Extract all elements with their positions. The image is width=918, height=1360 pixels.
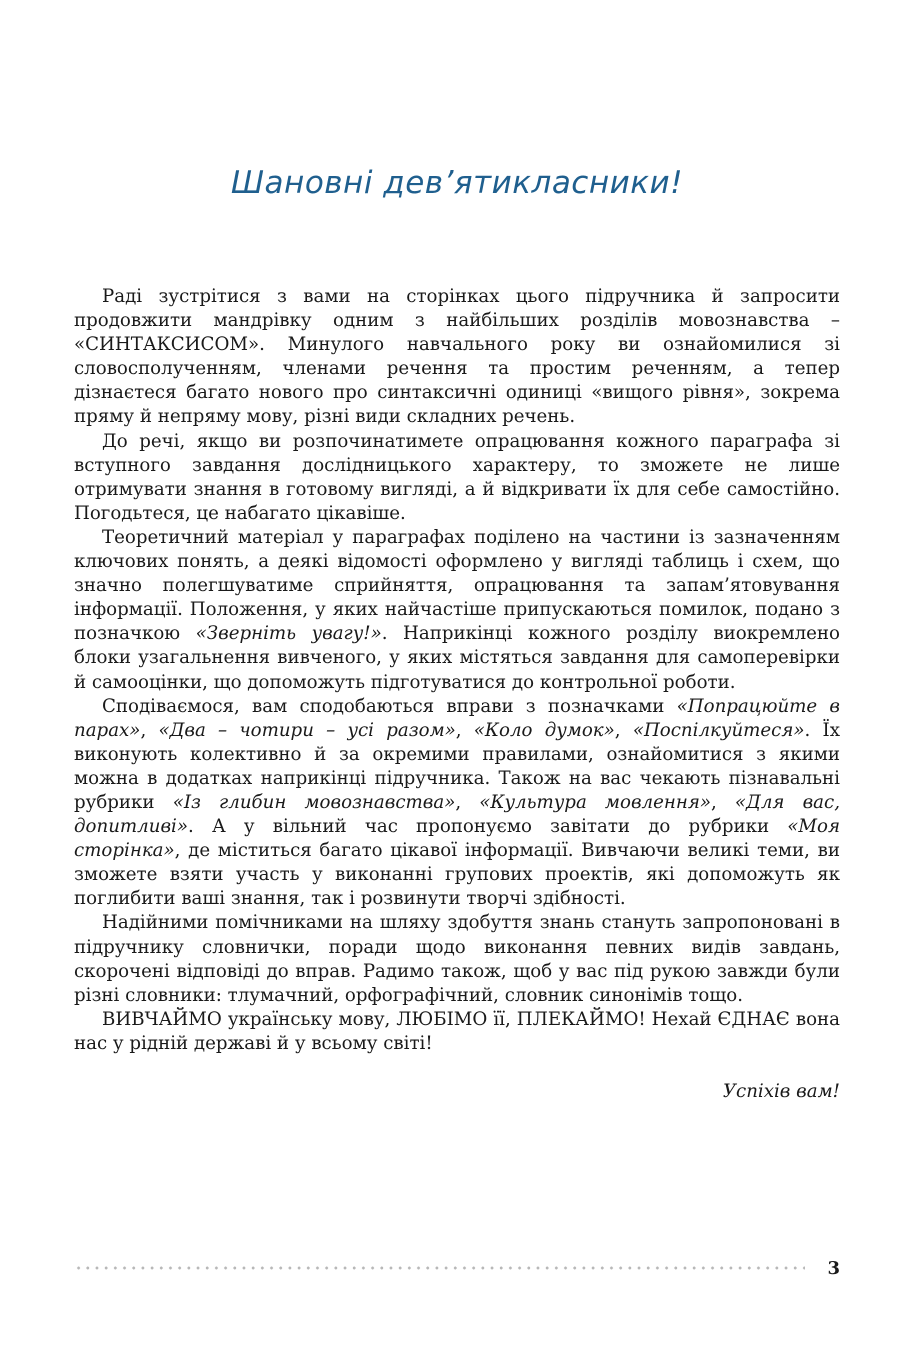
page-footer xyxy=(74,1254,840,1282)
paragraph-text: Сподіваємося, вам сподобаються вправи з позначками xyxy=(102,695,677,717)
paragraph-text: . Їх виконують колективно й за окремими правилами, ознайомитися з якими можна в додатках наприкінці підручника. Також на вас чекають пізнавальні рубрики xyxy=(74,719,840,813)
paragraph-text: , xyxy=(455,791,480,813)
paragraph xyxy=(74,285,840,430)
paragraph-text: , xyxy=(711,791,735,813)
dotted-rule xyxy=(74,1266,805,1270)
italic-rubric-text: «Зверніть увагу!» xyxy=(195,623,382,645)
paragraph-text: Раді зустрітися з вами на сторінках цього підручника й запросити продовжити мандрівку одним з найбільших розділів мовознавства – «СИНТАКСИСОМ». Минулого навчального року ви ознайомилися зі словосполученням, членами речення та простим реченням, а тепер дізнаєтеся багато нового про синтаксичні одиниці «вищого рівня», зокрема пряму й непряму мову, різні види складних речень. xyxy=(74,286,840,428)
paragraph xyxy=(74,695,840,912)
paragraph xyxy=(74,430,840,526)
paragraph xyxy=(74,526,840,695)
paragraph-text: , де міститься багато цікавої інформації. Вивчаючи великі теми, ви зможете взяти участь у виконанні групових проектів, які допоможуть як поглибити ваші знання, так і розвинути творчі здібності. xyxy=(74,840,840,910)
italic-rubric-text: «Поспілкуйтеся» xyxy=(632,719,805,741)
page-number: 3 xyxy=(827,1257,840,1279)
paragraph-text: Теоретичний матеріал у параграфах поділено на частини із зазначенням ключових понять, а деякі відомості оформлено у вигляді таблиць і схем, що значно полегшуватиме сприйняття, опрацювання та запам’ятовування інформації. Положення, у яких найчастіше припускаються помилок, подано з позначкою xyxy=(74,526,840,645)
italic-rubric-text: «Коло думок» xyxy=(473,719,615,741)
page-content xyxy=(74,150,840,1104)
italic-rubric-text: «Для вас, допитливі» xyxy=(74,791,840,838)
page-title: Шановні дев’ятикласники! xyxy=(230,165,684,201)
italic-rubric-text: «Моя сторінка» xyxy=(74,816,840,862)
italic-rubric-text: «Попрацюйте в парах» xyxy=(74,695,840,741)
italic-rubric-text: «Культура мовлення» xyxy=(479,791,711,813)
paragraph-text: Надійними помічниками на шляху здобуття знань стануть запропоновані в підручнику словнички, поради щодо виконання певних видів завдань, скорочені відповіді до вправ. Радимо також, щоб у вас під рукою завжди були різні словники: тлумачний, орфографічний, словник синонімів тощо. xyxy=(74,912,840,1006)
paragraph-text: До речі, якщо ви розпочинатимете опрацювання кожного параграфа зі вступного завдання дослідницького характеру, то зможете не лише отримувати знання в готовому вигляді, а й відкривати їх для себе самостійно. Погодьтеся, це набагато цікавіше. xyxy=(74,430,840,524)
paragraph-text: . А у вільний час пропонуємо завітати до рубрики xyxy=(187,816,788,838)
paragraph-text: , xyxy=(614,719,633,741)
italic-rubric-text: «Два – чотири – усі разом» xyxy=(158,719,456,741)
paragraph xyxy=(74,911,840,1007)
closing-line: Успіхів вам! xyxy=(722,1081,840,1102)
italic-rubric-text: «Із глибин мовознавства» xyxy=(172,791,456,813)
paragraph xyxy=(74,1008,840,1056)
paragraph-text: . Наприкінці кожного розділу виокремлено блоки узагальнення вивченого, у яких містяться завдання для самоперевірки й самооцінки, що допоможуть підготуватися до контрольної роботи. xyxy=(74,623,840,693)
paragraph-text: , xyxy=(455,719,474,741)
body-text xyxy=(74,285,840,1056)
paragraph-text: ВИВЧАЙМО українську мову, ЛЮБІМО її, ПЛЕКАЙМО! Нехай ЄДНАЄ вона нас у рідній державі й у всьому світі! xyxy=(74,1008,840,1054)
paragraph-text: , xyxy=(140,719,159,741)
